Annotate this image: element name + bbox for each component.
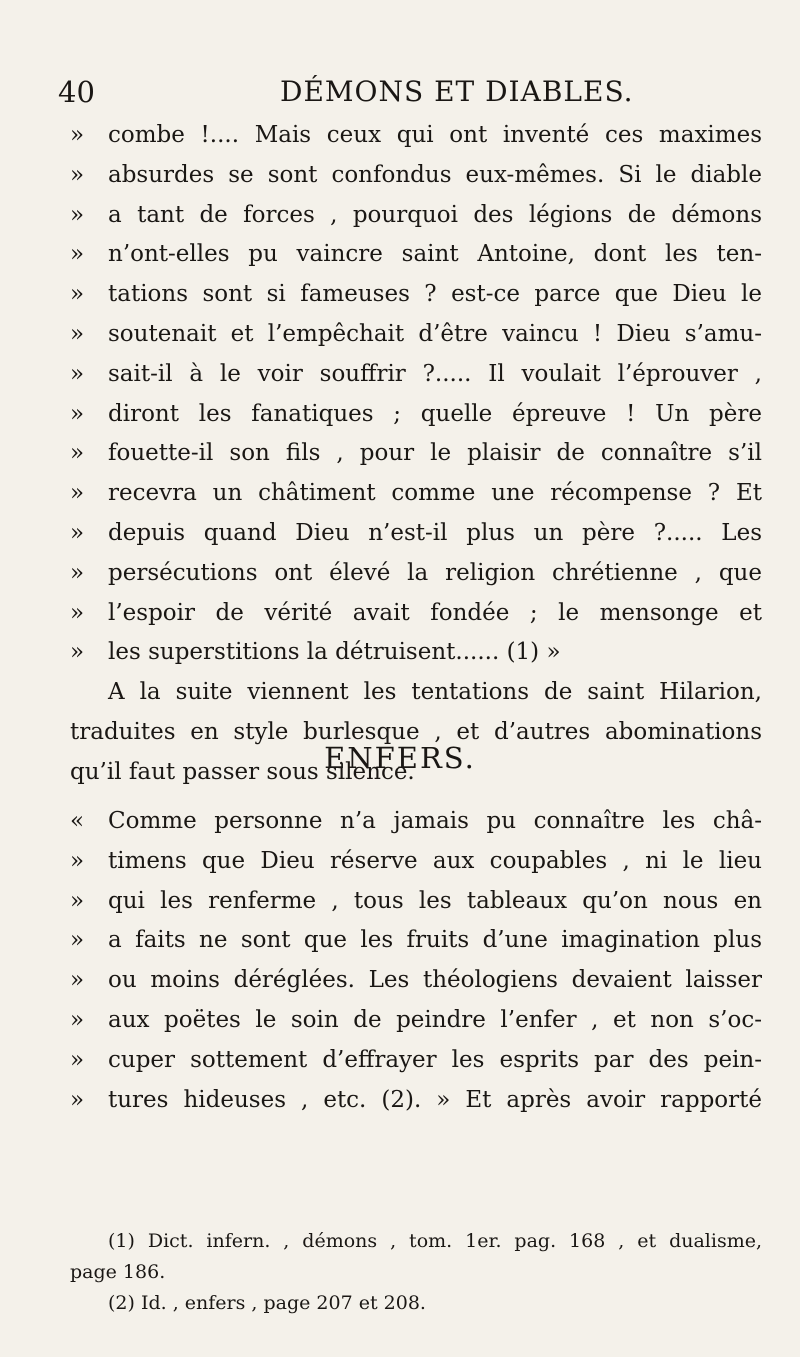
footnote-1: (1) Dict. infern. , démons , tom. 1er. pag. 168 , et dualisme, <box>108 1230 762 1252</box>
text-line: » l’espoir de vérité avait fondée ; le mensonge et <box>70 599 762 626</box>
text-line: » persécutions ont élevé la religion chrétienne , que <box>70 559 762 586</box>
body-text-bottom <box>70 802 762 1120</box>
text-line: » sait-il à le voir souffrir ?..... Il voulait l’éprouver , <box>70 360 762 387</box>
text-line: » combe !.... Mais ceux qui ont inventé ces maximes <box>70 122 762 148</box>
footnote-2: (2) Id. , enfers , page 207 et 208. <box>108 1292 426 1314</box>
text-line: « Comme personne n’a jamais pu connaître les châ- <box>70 808 762 834</box>
text-line: » aux poëtes le soin de peindre l’enfer , et non s’oc- <box>70 1006 762 1033</box>
text-line: » a tant de forces , pourquoi des légions de démons <box>70 201 762 228</box>
text-line: » qui les renferme , tous les tableaux qu’on nous en <box>70 887 762 914</box>
text-line: » fouette-il son fils , pour le plaisir de connaître s’il <box>70 440 762 467</box>
paragraph-line: traduites en style burlesque , et d’autres abominations <box>70 718 762 745</box>
text-line: » diront les fanatiques ; quelle épreuve ! Un père <box>70 400 762 427</box>
running-title: DÉMONS ET DIABLES. <box>280 75 634 108</box>
footnote-1-cont: page 186. <box>70 1261 166 1283</box>
footnotes <box>70 1226 762 1319</box>
text-line: » timens que Dieu réserve aux coupables , ni le lieu <box>70 847 762 874</box>
text-line: » soutenait et l’empêchait d’être vaincu ! Dieu s’amu- <box>70 320 762 347</box>
text-line: » cuper sottement d’effrayer les esprits par des pein- <box>70 1046 762 1073</box>
text-line: » depuis quand Dieu n’est-il plus un père ?..... Les <box>70 519 762 546</box>
text-line: » ou moins déréglées. Les théologiens devaient laisser <box>70 967 762 994</box>
paragraph-line: A la suite viennent les tentations de saint Hilarion, <box>108 679 762 706</box>
text-line: » les superstitions la détruisent...... (1) » <box>70 639 561 666</box>
body-text-top <box>70 116 762 793</box>
paragraph-line: qu’il faut passer sous silence. <box>70 758 415 785</box>
text-line: » n’ont-elles pu vaincre saint Antoine, dont les ten- <box>70 241 762 268</box>
text-line: » a faits ne sont que les fruits d’une imagination plus <box>70 927 762 954</box>
text-line: » absurdes se sont confondus eux-mêmes. Si le diable <box>70 161 762 188</box>
page-number: 40 <box>58 75 95 109</box>
text-line: » tations sont si fameuses ? est-ce parce que Dieu le <box>70 281 762 308</box>
text-line: » tures hideuses , etc. (2). » Et après avoir rapporté <box>70 1086 762 1113</box>
text-line: » recevra un châtiment comme une récompense ? Et <box>70 480 762 507</box>
section-title: ENFERS. <box>324 741 476 775</box>
running-head <box>0 72 800 112</box>
